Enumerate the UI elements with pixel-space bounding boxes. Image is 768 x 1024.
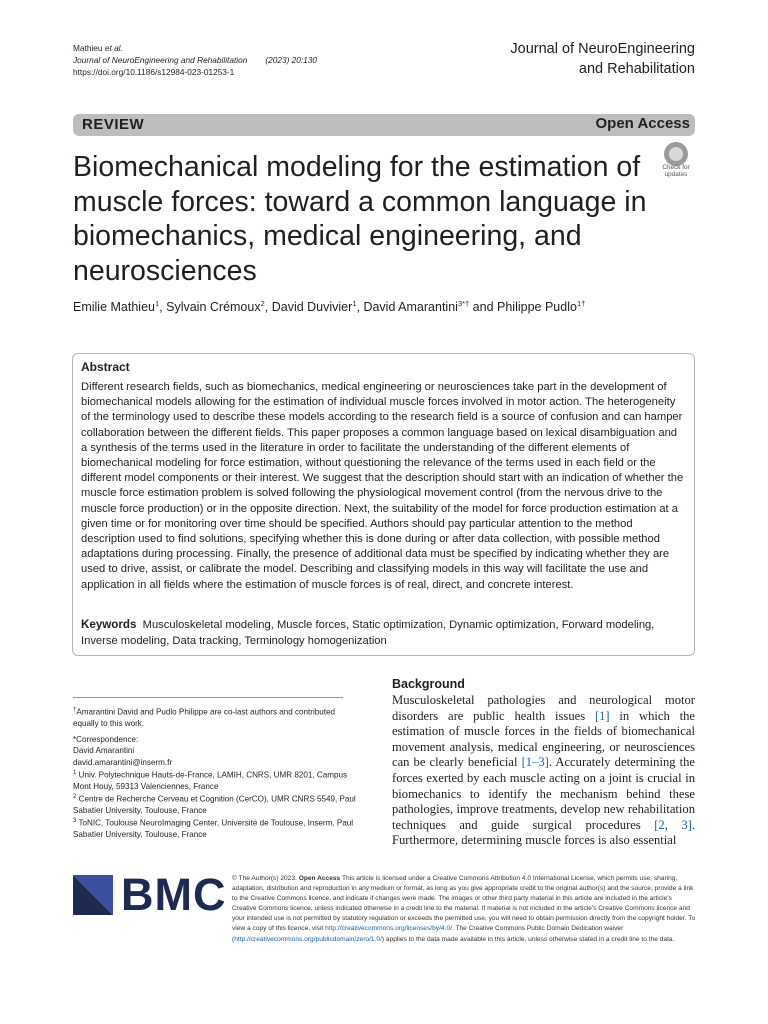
license-text: © The Author(s) 2023. Open Access This article is licensed under a Creative Commons Attribution 4.0 International License, which permits use, sharing, adaptation, distribution and reproduction in any medium or format, as long as you give appropriate credit to the original author(s) and the source, provide a link to the Creative Commons licence, and indicate if changes were made. The images or other third party material in this article are included in the article's Creative Commons licence, unless indicated otherwise in a credit line to the material. If material is not included in the article's Creative Commons licence and your intended use is not permitted by statutory regulation or exceeds the permitted use, you will need to obtain permission directly from the copyright holder. To view a copy of this licence, visit http://creativecommons.org/licenses/by/4.0/. The Creative Commons Public Domain Dedication waiver (http://creativecommons.org/publicdomain/zero/1.0/) applies to the data made available in this article, unless otherwise stated in a credit line to the data. xyxy=(232,875,696,943)
check-for-updates-badge[interactable] xyxy=(656,142,696,182)
article-meta xyxy=(73,42,317,78)
article-type: REVIEW xyxy=(82,116,145,133)
citation-link[interactable]: 3] xyxy=(681,817,692,832)
author-affiliation: 1 xyxy=(352,299,357,308)
abstract-box xyxy=(72,353,695,656)
keywords xyxy=(81,617,686,649)
affiliation-3: $^3$ ToNIC, Toulouse NeuroImaging Center, Université de Toulouse, Inserm, Paul Sabatier University, Toulouse, France xyxy=(73,817,354,839)
keywords-list: Musculoskeletal modeling, Muscle forces, Static optimization, Dynamic optimization, Forward modeling, Inverse modeling, Data tracking, Terminology homogenization xyxy=(81,619,655,647)
journal-name-line1: Journal of NeuroEngineering xyxy=(510,41,695,57)
bmc-logo-text: BMC xyxy=(121,869,227,920)
author-name[interactable]: Emilie Mathieu xyxy=(73,300,155,315)
author-name[interactable]: Philippe Pudlo xyxy=(497,300,577,315)
correspondence-label: *Correspondence: xyxy=(73,735,139,745)
author-affiliation: 1 xyxy=(154,299,160,308)
journal-italic: Journal of NeuroEngineering and Rehabilitation xyxy=(73,55,248,65)
background-heading: Background xyxy=(392,677,465,691)
footnotes xyxy=(73,705,358,840)
article-type-banner xyxy=(73,114,695,136)
keywords-label: Keywords xyxy=(81,618,137,631)
correspondence-name: David Amarantini xyxy=(73,746,135,756)
affiliation-2: $^2$ Centre de Recherche Cerveau et Cognition (CerCO), UMR CNRS 5549, Paul Sabatier University, Toulouse, France xyxy=(73,793,356,815)
author-name[interactable]: David Amarantini xyxy=(363,300,458,315)
abstract-text: Different research fields, such as biomechanics, medical engineering or neurosciences take part in the development of biomechanical models allowing for the estimation of individual muscle forces involved in motor action. The heterogeneity of the terminology used to describe these models according to the research field is a source of confusion and can hamper collaboration between the different fields. This paper proposes a common language based on lexical disambiguation and a synthesis of the terms used in the literature in order to facilitate the understanding of the different elements of biomechanical modeling for force estimation, without questioning the relevance of the terms used in each field or the different model components or their interest. We suggest that the description should start with an indication of whether the muscle force estimation problem is solved following the physiological movement control (from the nervous drive to the muscle force production) or in the opposite direction. Next, the suitability of the model for force production estimation at a given time or for monitoring over time should be specified. Authors should pay particular attention to the method description used to find solutions, specifying whether this is done during or after data collection, with possible method adaptations during processing. Finally, the presence of additional data must be specified by indicating whether they are used to drive, assist, or calibrate the model. Describing and classifying models in this way will facilitate the use and application in all fields where the estimation of muscle forces is of real, direct, and concrete interest. xyxy=(81,381,684,591)
citation-link[interactable]: [1] xyxy=(594,708,610,723)
abstract-heading: Abstract xyxy=(81,360,130,374)
citation-link[interactable]: [1–3] xyxy=(521,755,549,770)
footnote-co-last: †Amarantini David and Pudlo Philippe are co-last authors and contributed equally to this work. xyxy=(73,707,336,728)
check-for-updates-icon xyxy=(664,142,688,166)
public-domain-link[interactable]: http://creativecommons.org/publicdomain/zero/1.0/ xyxy=(234,935,382,943)
bmc-logo xyxy=(73,869,227,920)
citation-link[interactable]: [2 xyxy=(654,817,665,832)
bmc-logo-mark xyxy=(73,875,113,915)
author-name[interactable]: Sylvain Crémoux xyxy=(166,300,261,315)
author-affiliation: 1† xyxy=(576,299,586,308)
background-paragraph: Musculoskeletal pathologies and neurological motor disorders are public health issues [1] in which the estimation of muscle forces in the fields of biomechanical movement analysis, medical engineering, or neurosciences can be clearly beneficial [1–3]. Accurately determining the forces exerted by each muscle acting on a joint is crucial in biomechanics to identify the mechanism behind these pathologies, improve treatments, develop new rehabilitation techniques and guide surgical procedures [2, 3]. Furthermore, determining muscle forces is also essential xyxy=(392,693,696,848)
open-access-bold: Open Access xyxy=(298,875,341,882)
correspondence-email[interactable]: david.amarantini@inserm.fr xyxy=(73,757,173,767)
footnote-divider xyxy=(73,697,343,698)
doi-link[interactable]: https://doi.org/10.1186/s12984-023-01253-1 xyxy=(73,67,235,77)
affiliation-1: $^1$ Univ. Polytechnique Hauts-de-France, LAMIH, CNRS, UMR 8201, Campus Mont Houy, 59313 Valenciennes, France xyxy=(73,769,347,791)
check-for-updates-label: Check for updates xyxy=(662,164,690,179)
open-access-label: Open Access xyxy=(595,115,690,132)
author-short: Mathieu xyxy=(73,43,103,53)
license-link[interactable]: http://creativecommons.org/licenses/by/4.0/ xyxy=(325,925,452,933)
journal-name-line2: and Rehabilitation xyxy=(578,60,695,77)
author-affiliation: 3*† xyxy=(457,299,470,308)
author-name[interactable]: David Duvivier xyxy=(271,300,353,315)
article-title: Biomechanical modeling for the estimation of muscle forces: toward a common language in biomechanics, medical engineering, and neurosciences xyxy=(73,151,647,287)
author-affiliation: 2 xyxy=(260,299,265,308)
journal-name xyxy=(435,40,695,79)
author-list: Emilie Mathieu$^1$, Sylvain Crémoux$^2$, David Duvivier$^1$, David Amarantini$^{3*\dagger}$ and Philippe Pudlo$^{1\dagger}$ xyxy=(73,299,586,315)
et-al: et al. xyxy=(104,43,123,53)
citation: (2023) 20:130 xyxy=(265,55,318,65)
